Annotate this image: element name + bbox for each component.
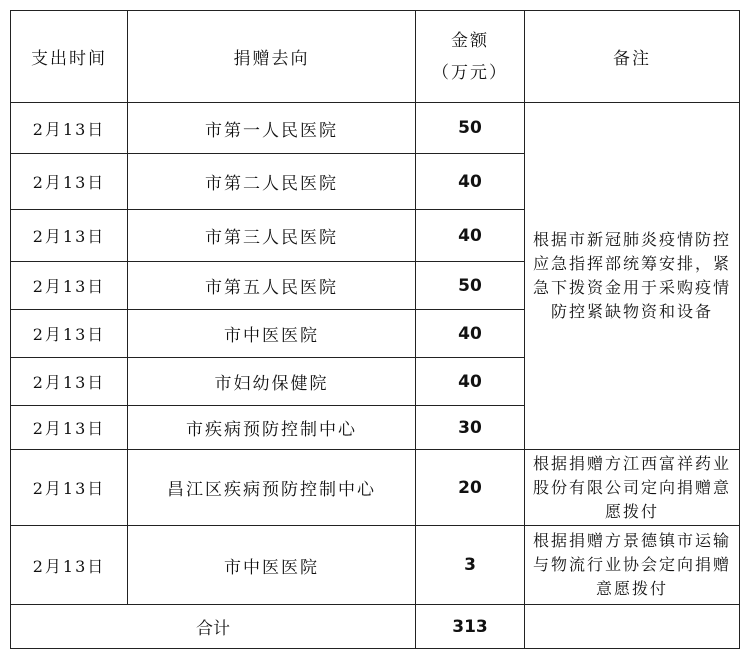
total-amount: 313 (416, 605, 525, 649)
row-date: 2月13日 (11, 154, 128, 210)
row-amount: 20 (416, 450, 525, 526)
row-amount: 40 (416, 358, 525, 406)
table-row (11, 526, 740, 605)
row-date: 2月13日 (11, 262, 128, 310)
row-date: 2月13日 (11, 310, 128, 358)
row-amount: 3 (416, 526, 525, 605)
header-note: 备注 (525, 11, 740, 103)
row-amount: 40 (416, 210, 525, 262)
row-note: 根据捐赠方江西富祥药业股份有限公司定向捐赠意愿拨付 (525, 450, 740, 526)
row-destination: 市第五人民医院 (128, 262, 416, 310)
total-note (525, 605, 740, 649)
row-destination: 市第三人民医院 (128, 210, 416, 262)
row-date: 2月13日 (11, 210, 128, 262)
row-destination: 市疾病预防控制中心 (128, 406, 416, 450)
header-amount-unit: （万元） (432, 62, 508, 83)
header-row (11, 11, 740, 103)
row-destination: 市妇幼保健院 (128, 358, 416, 406)
row-destination: 市第二人民医院 (128, 154, 416, 210)
row-date: 2月13日 (11, 450, 128, 526)
row-date: 2月13日 (11, 526, 128, 605)
row-destination: 昌江区疾病预防控制中心 (128, 450, 416, 526)
table-row (11, 103, 740, 154)
row-destination: 市第一人民医院 (128, 103, 416, 154)
row-note-group: 根据市新冠肺炎疫情防控应急指挥部统筹安排，紧急下拨资金用于采购疫情防控紧缺物资和设备 (525, 103, 740, 450)
row-amount: 30 (416, 406, 525, 450)
row-destination: 市中医医院 (128, 526, 416, 605)
row-date: 2月13日 (11, 103, 128, 154)
header-time: 支出时间 (11, 11, 128, 103)
row-date: 2月13日 (11, 358, 128, 406)
row-destination: 市中医医院 (128, 310, 416, 358)
header-amount-label: 金额 (451, 30, 489, 51)
table-row (11, 450, 740, 526)
header-amount (416, 11, 525, 103)
total-label: 合计 (11, 605, 416, 649)
header-destination: 捐赠去向 (128, 11, 416, 103)
donation-table (10, 10, 740, 649)
total-row (11, 605, 740, 649)
row-amount: 50 (416, 262, 525, 310)
row-note: 根据捐赠方景德镇市运输与物流行业协会定向捐赠意愿拨付 (525, 526, 740, 605)
row-amount: 40 (416, 154, 525, 210)
row-date: 2月13日 (11, 406, 128, 450)
row-amount: 50 (416, 103, 525, 154)
row-amount: 40 (416, 310, 525, 358)
